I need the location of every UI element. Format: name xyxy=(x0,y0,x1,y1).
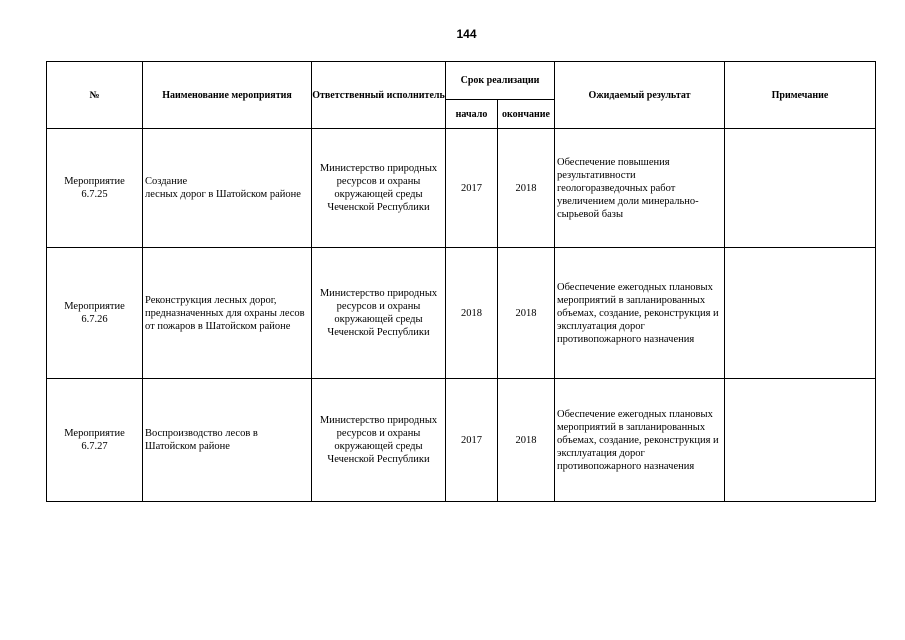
row-result: Обеспечение ежегодных плановых мероприятий в запланированных объемах, создание, реконструкция и эксплуатация дорог противопожарного назначения xyxy=(555,248,725,379)
page-number: 144 xyxy=(456,27,477,41)
row-note xyxy=(725,248,876,379)
table-row xyxy=(47,248,876,379)
header-start: начало xyxy=(446,100,498,129)
header-period: Срок реализации xyxy=(446,62,555,100)
row-id: Мероприятие 6.7.26 xyxy=(47,248,143,379)
table-row xyxy=(47,129,876,248)
header-name: Наименование мероприятия xyxy=(143,62,312,129)
row-name: Реконструкция лесных дорог, предназначенных для охраны лесов от пожаров в Шатойском районе xyxy=(143,248,312,379)
row-start: 2017 xyxy=(446,129,498,248)
row-result: Обеспечение повышения результативности геологоразведочных работ увеличением доли минерально-сырьевой базы xyxy=(555,129,725,248)
row-end: 2018 xyxy=(498,248,555,379)
header-end: окончание xyxy=(498,100,555,129)
table-header-row xyxy=(47,62,876,100)
row-result: Обеспечение ежегодных плановых мероприятий в запланированных объемах, создание, реконструкция и эксплуатация дорог противопожарного назначения xyxy=(555,379,725,502)
row-name: Воспроизводство лесов в Шатойском районе xyxy=(143,379,312,502)
table-row xyxy=(47,379,876,502)
header-number: № xyxy=(47,62,143,129)
header-result: Ожидаемый результат xyxy=(555,62,725,129)
row-responsible: Министерство природных ресурсов и охраны окружающей среды Чеченской Республики xyxy=(312,379,446,502)
row-note xyxy=(725,129,876,248)
activities-table xyxy=(46,61,876,502)
row-end: 2018 xyxy=(498,379,555,502)
header-note: Примечание xyxy=(725,62,876,129)
row-id: Мероприятие 6.7.27 xyxy=(47,379,143,502)
row-responsible: Министерство природных ресурсов и охраны окружающей среды Чеченской Республики xyxy=(312,248,446,379)
row-end: 2018 xyxy=(498,129,555,248)
row-start: 2018 xyxy=(446,248,498,379)
header-responsible: Ответственный исполнитель xyxy=(312,62,446,129)
row-id: Мероприятие 6.7.25 xyxy=(47,129,143,248)
row-note xyxy=(725,379,876,502)
row-start: 2017 xyxy=(446,379,498,502)
row-name: Создание лесных дорог в Шатойском районе xyxy=(143,129,312,248)
row-responsible: Министерство природных ресурсов и охраны окружающей среды Чеченской Республики xyxy=(312,129,446,248)
